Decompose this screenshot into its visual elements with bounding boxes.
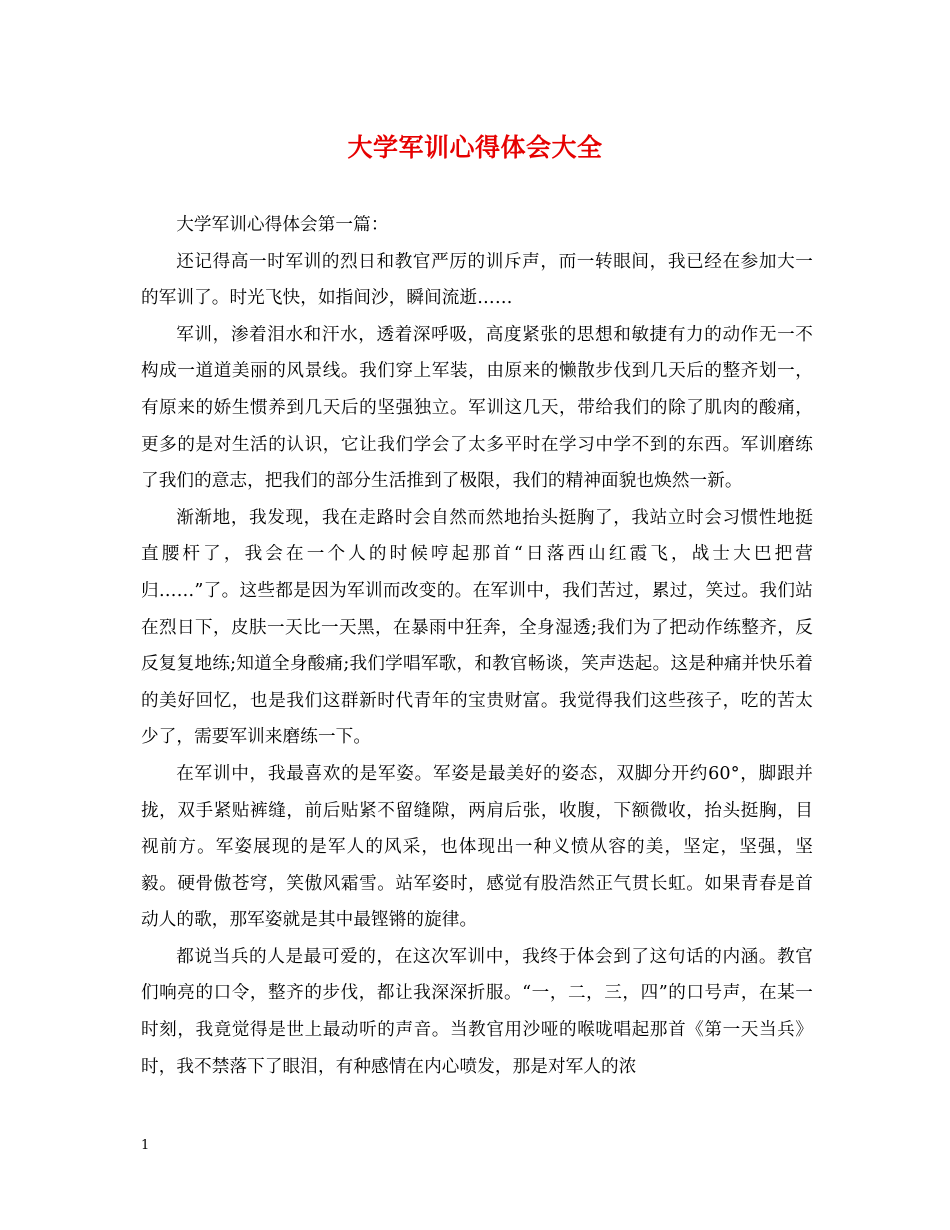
paragraph: 都说当兵的人是最可爱的，在这次军训中，我终于体会到了这句话的内涵。教官们响亮的口令，整齐的步伐，都让我深深折服。“一，二，三，四”的口号声，在某一时刻，我竟觉得是世上最动听的声音。当教官用沙哑的喉咙唱起那首《第一天当兵》时，我不禁落下了眼泪，有种感情在内心喷发，那是对军人的浓 (141, 946, 813, 1077)
document-title: 大学军训心得体会大全 (347, 133, 603, 162)
paragraph: 还记得高一时军训的烈日和教官严厉的训斥声，而一转眼间，我已经在参加大一的军训了。时光飞快，如指间沙，瞬间流逝…… (141, 251, 813, 309)
paragraph-heading: 大学军训心得体会第一篇： (176, 215, 389, 235)
page-number: 1 (141, 1138, 150, 1153)
document-body (141, 207, 813, 1085)
paragraph: 军训，渗着泪水和汗水，透着深呼吸，高度紧张的思想和敏捷有力的动作无一不构成一道道美丽的风景线。我们穿上军装，由原来的懒散步伐到几天后的整齐划一，有原来的娇生惯养到几天后的坚强独立。军训这几天，带给我们的除了肌肉的酸痛，更多的是对生活的认识，它让我们学会了太多平时在学习中学不到的东西。军训磨练了我们的意志，把我们的部分生活推到了极限，我们的精神面貌也焕然一新。 (141, 324, 813, 492)
paragraph: 渐渐地，我发现，我在走路时会自然而然地抬头挺胸了，我站立时会习惯性地挺直腰杆了，我会在一个人的时候哼起那首“日落西山红霞飞，战士大巴把营归……”了。这些都是因为军训而改变的。在军训中，我们苦过，累过，笑过。我们站在烈日下，皮肤一天比一天黑，在暴雨中狂奔，全身湿透;我们为了把动作练整齐，反反复复地练;知道全身酸痛;我们学唱军歌，和教官畅谈，笑声迭起。这是种痛并快乐着的美好回忆，也是我们这群新时代青年的宝贵财富。我觉得我们这些孩子，吃的苦太少了，需要军训来磨练一下。 (141, 507, 813, 748)
paragraph: 在军训中，我最喜欢的是军姿。军姿是最美好的姿态，双脚分开约60°，脚跟并拢，双手紧贴裤缝，前后贴紧不留缝隙，两肩后张，收腹，下额微收，抬头挺胸，目视前方。军姿展现的是军人的风采，也体现出一种义愤从容的美，坚定，坚强，坚毅。硬骨傲苍穹，笑傲风霜雪。站军姿时，感觉有股浩然正气贯长虹。如果青春是首动人的歌，那军姿就是其中最铿锵的旋律。 (141, 763, 813, 931)
